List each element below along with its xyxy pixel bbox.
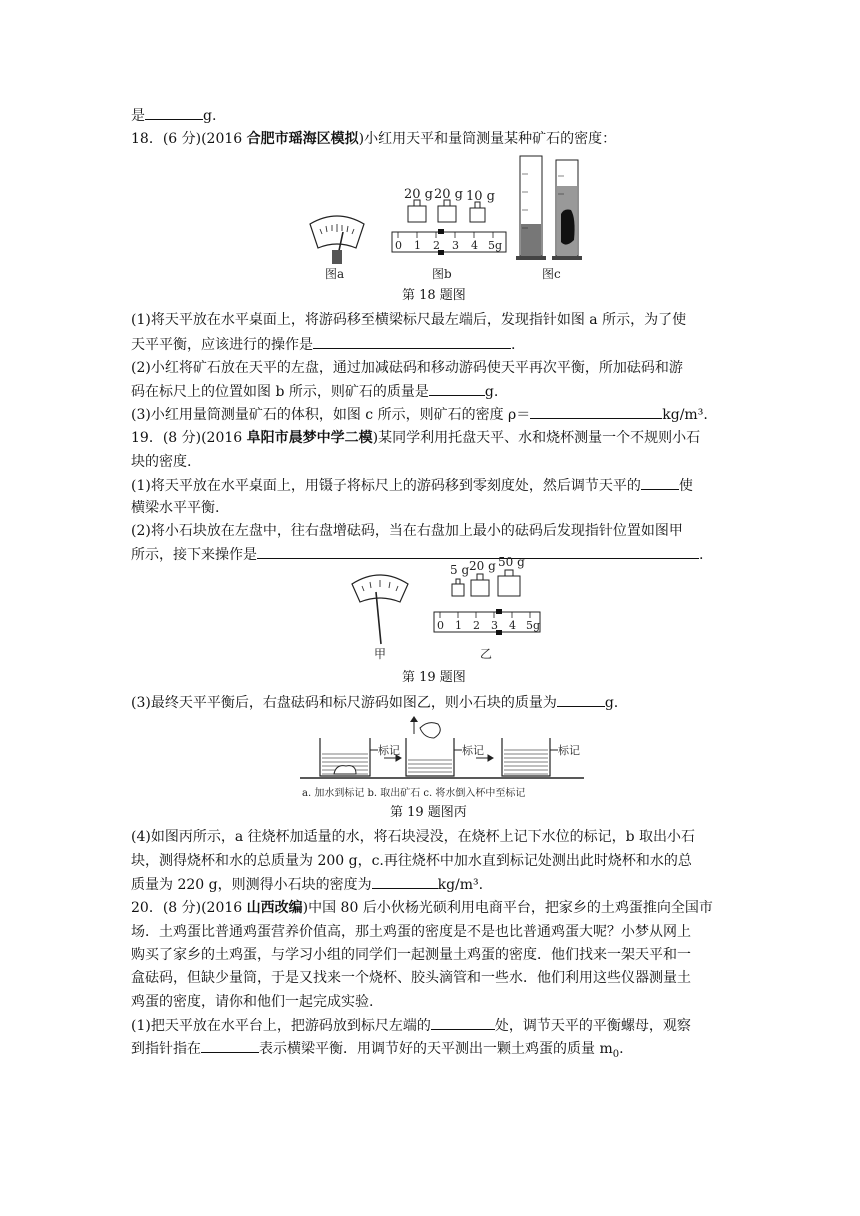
answer-blank[interactable] bbox=[429, 380, 485, 396]
fig-label: 图b bbox=[432, 267, 452, 281]
svg-text:标记: 标记 bbox=[462, 744, 484, 757]
q20-stem-line2: 场．土鸡蛋比普通鸡蛋营养价值高，那土鸡蛋的密度是不是也比普通鸡蛋大呢？小梦从网上 bbox=[131, 924, 691, 940]
balance-dial-jia-icon bbox=[352, 575, 408, 644]
q18-part3: (3)小红用量筒测量矿石的体积，如图 c 所示，则矿石的密度 ρ＝ kg/m³. bbox=[131, 403, 708, 426]
q19-caption: 第 19 题图 bbox=[402, 670, 466, 685]
q18-part2-line2: 码在标尺上的位置如图 b 所示，则矿石的质量是 g. bbox=[131, 380, 498, 403]
q19-stem-line2: 块的密度. bbox=[131, 454, 192, 470]
steps-caption: a. 加水到标记 b. 取出矿石 c. 将水倒入杯中至标记 bbox=[302, 788, 526, 799]
fig-label: 图c bbox=[542, 267, 561, 281]
answer-blank[interactable] bbox=[557, 691, 605, 707]
q20-stem-line3: 购买了家乡的土鸡蛋，与学习小组的同学们一起测量土鸡蛋的密度．他们找来一架天平和一 bbox=[131, 947, 691, 963]
svg-text:标记: 标记 bbox=[558, 744, 580, 757]
q17-tail: 是 g. bbox=[131, 104, 216, 127]
answer-blank[interactable] bbox=[257, 543, 699, 559]
svg-text:1: 1 bbox=[414, 239, 421, 252]
answer-blank[interactable] bbox=[641, 474, 679, 490]
svg-text:5 g: 5 g bbox=[450, 563, 470, 577]
q18-figure bbox=[300, 152, 580, 282]
fig-label: 图a bbox=[325, 267, 345, 281]
fig-label: 甲 bbox=[374, 647, 387, 661]
q18-part1-line2: 天平平衡，应该进行的操作是 . bbox=[131, 333, 515, 356]
graduated-cylinder-icon bbox=[516, 156, 582, 260]
svg-text:4: 4 bbox=[509, 619, 516, 632]
q20-stem-line5: 鸡蛋的密度，请你和他们一起完成实验. bbox=[131, 994, 374, 1010]
answer-blank[interactable] bbox=[372, 873, 438, 889]
q18-part2: (2)小红将矿石放在天平的左盘，通过加减砝码和移动游码使天平再次平衡，所加砝码和游 bbox=[131, 360, 683, 376]
svg-text:5g: 5g bbox=[488, 239, 503, 252]
beaker-a-icon bbox=[320, 738, 378, 776]
q20-stem-line4: 盒砝码，但缺少量筒，于是又找来一个烧杯、胶头滴管和一些水．他们利用这些仪器测量土 bbox=[131, 970, 691, 986]
svg-text:3: 3 bbox=[452, 239, 459, 252]
q18-stem: 18．(6 分)(2016 合肥市瑶海区模拟)小红用天平和量筒测量某种矿石的密度： bbox=[131, 131, 617, 147]
svg-text:1: 1 bbox=[455, 619, 462, 632]
answer-blank[interactable] bbox=[431, 1014, 495, 1030]
q19-part3: (3)最终天平平衡后，右盘砝码和标尺游码如图乙，则小石块的质量为 g. bbox=[131, 691, 618, 714]
svg-text:3: 3 bbox=[491, 619, 498, 632]
weight-label: 10 g bbox=[466, 189, 495, 204]
q19-part1-line2: 横梁水平平衡. bbox=[131, 500, 220, 516]
svg-text:20 g: 20 g bbox=[469, 559, 496, 573]
svg-text:50 g: 50 g bbox=[498, 555, 525, 569]
svg-text:2: 2 bbox=[433, 239, 440, 252]
q18-part1: (1)将天平放在水平桌面上，将游码移至横梁标尺最左端后，发现指针如图 a 所示，为了使 bbox=[131, 312, 687, 328]
svg-text:4: 4 bbox=[471, 239, 478, 252]
q20-part1: (1)把天平放在水平台上，把游码放到标尺左端的 处，调节天平的平衡螺母，观察 bbox=[131, 1014, 691, 1037]
svg-text:2: 2 bbox=[473, 619, 480, 632]
svg-text:0: 0 bbox=[395, 239, 402, 252]
q19-caption2: 第 19 题图丙 bbox=[390, 805, 467, 820]
q20-part1-line2: 到指针指在 表示横梁平衡．用调节好的天平测出一颗土鸡蛋的质量 $m_0$. bbox=[131, 1037, 624, 1066]
weight-label: 20 g bbox=[434, 187, 463, 202]
q19-part4: (4)如图丙所示，a 往烧杯加适量的水，将石块浸没，在烧杯上记下水位的标记，b 取出小石 bbox=[131, 829, 696, 845]
q19-figure bbox=[348, 555, 548, 664]
q19-part4-line3: 质量为 220 g，则测得小石块的密度为 kg/m³. bbox=[131, 873, 483, 896]
answer-blank[interactable] bbox=[530, 403, 662, 419]
q18-caption: 第 18 题图 bbox=[402, 288, 466, 303]
answer-blank[interactable] bbox=[201, 1037, 259, 1053]
svg-text:0: 0 bbox=[437, 619, 444, 632]
q19-stem: 19．(8 分)(2016 阜阳市晨梦中学二模)某同学利用托盘天平、水和烧杯测量一个不规则小石 bbox=[131, 430, 701, 446]
beaker-b-icon bbox=[406, 716, 462, 776]
q19-part2-line2: 所示，接下来操作是 . bbox=[131, 543, 703, 566]
q19-figure-bing bbox=[298, 716, 586, 802]
svg-text:5g: 5g bbox=[526, 619, 541, 632]
fig-label: 乙 bbox=[480, 647, 493, 661]
q20-stem: 20．(8 分)(2016 山西改编)中国 80 后小伙杨光硕利用电商平台，把家乡的土鸡蛋推向全国市 bbox=[131, 900, 713, 916]
answer-blank[interactable] bbox=[145, 104, 203, 120]
balance-dial-a-icon bbox=[310, 216, 364, 264]
answer-blank[interactable] bbox=[313, 333, 511, 349]
q19-part4-line2: 块，测得烧杯和水的总质量为 200 g，c.再往烧杯中加水直到标记处测出此时烧杯和水的总 bbox=[131, 853, 692, 869]
weight-label: 20 g bbox=[404, 187, 433, 202]
q19-part1: (1)将天平放在水平桌面上，用镊子将标尺上的游码移到零刻度处，然后调节天平的 使 bbox=[131, 474, 693, 497]
q19-part2: (2)将小石块放在左盘中，往右盘增砝码，当在右盘加上最小的砝码后发现指针位置如图甲 bbox=[131, 523, 683, 539]
ruler-yi-icon bbox=[434, 609, 540, 635]
svg-text:标记: 标记 bbox=[378, 744, 400, 757]
beaker-c-icon bbox=[502, 738, 558, 776]
